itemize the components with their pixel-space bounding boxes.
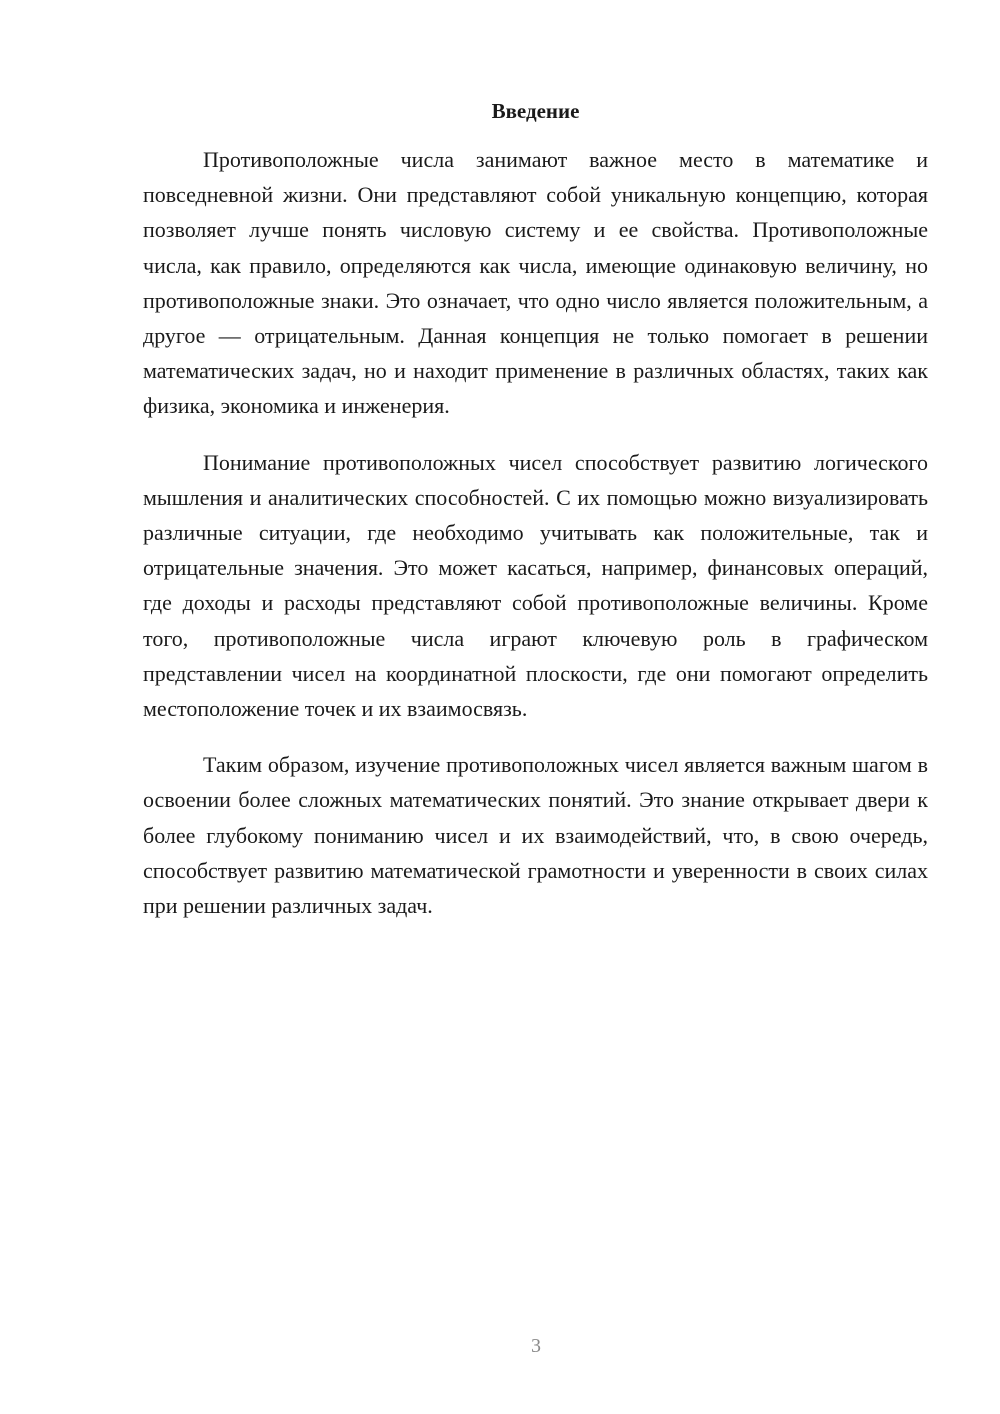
page-content (143, 96, 928, 944)
paragraph-3: Таким образом, изучение противоположных чисел является важным шагом в освоении более сложных математических понятий. Это знание открывает двери к более глубокому пониманию чисел и их взаимодействий, что, в свою очередь, способствует развитию математической грамотности и уверенности в своих силах при решении различных задач. (143, 752, 928, 919)
page-number: 3 (531, 1335, 541, 1357)
paragraph-1: Противоположные числа занимают важное место в математике и повседневной жизни. Они представляют собой уникальную концепцию, которая позволяет лучше понять числовую систему и ее свойства. Противоположные числа, как правило, определяются как числа, имеющие одинаковую величину, но противоположные знаки. Это означает, что одно число является положительным, а другое — отрицательным. Данная концепция не только помогает в решении математических задач, но и находит применение в различных областях, таких как физика, экономика и инженерия. (143, 147, 928, 419)
section-title: Введение (491, 99, 580, 123)
paragraph-2: Понимание противоположных чисел способствует развитию логического мышления и аналитических способностей. С их помощью можно визуализировать различные ситуации, где необходимо учитывать как положительные, так и отрицательные значения. Это может касаться, например, финансовых операций, где доходы и расходы представляют собой противоположные величины. Кроме того, противоположные числа играют ключевую роль в графическом представлении чисел на координатной плоскости, где они помогают определить местоположение точек и их взаимосвязь. (143, 449, 928, 722)
